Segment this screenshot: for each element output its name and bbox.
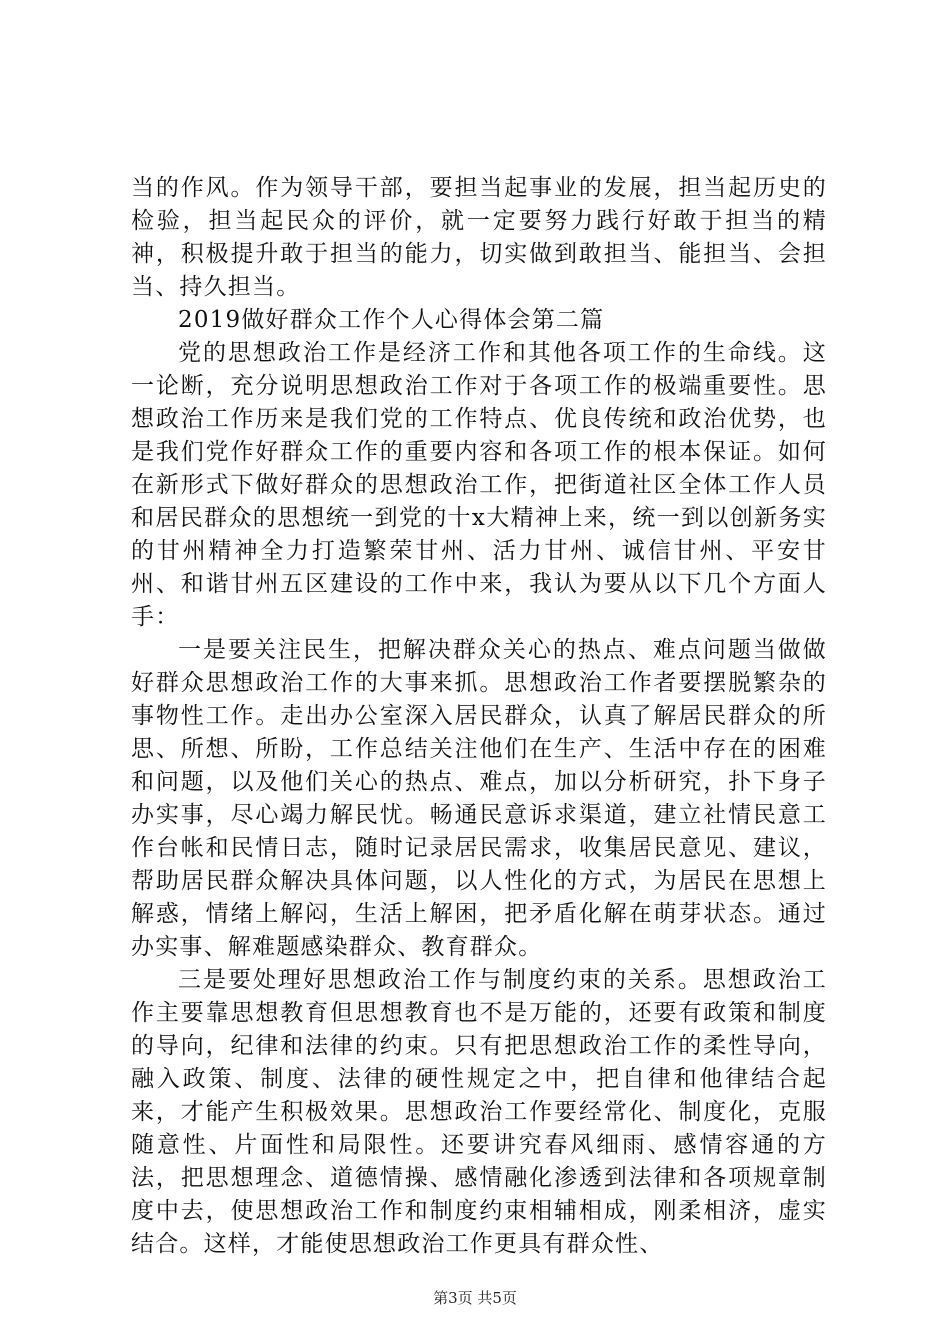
document-body: [131, 172, 827, 1261]
page-number-footer: 第3页 共5页: [433, 1289, 517, 1307]
paragraph-point-three: 三是要处理好思想政治工作与制度约束的关系。思想政治工作主要靠思想教育但思想教育也不是万能的，还要有政策和制度的导向，纪律和法律的约束。只有把思想政治工作的柔性导向，融入政策、制度、法律的硬性规定之中，把自律和他律结合起来，才能产生积极效果。思想政治工作要经常化、制度化，克服随意性、片面性和局限性。还要讲究春风细雨、感情容通的方法，把思想理念、道德情操、感情融化渗透到法律和各项规章制度中去，使思想政治工作和制度约束相辅相成，刚柔相济，虚实结合。这样，才能使思想政治工作更具有群众性、: [131, 967, 827, 1257]
paragraph-continuation: 当的作风。作为领导干部，要担当起事业的发展，担当起历史的检验，担当起民众的评价，就一定要努力践行好敢于担当的精神，积极提升敢于担当的能力，切实做到敢担当、能担当、会担当、持久担当。: [131, 175, 827, 300]
paragraph-intro: 党的思想政治工作是经济工作和其他各项工作的生命线。这一论断，充分说明思想政治工作对于各项工作的极端重要性。思想政治工作历来是我们党的工作特点、优良传统和政治优势，也是我们党作好群众工作的重要内容和各项工作的根本保证。如何在新形式下做好群众的思想政治工作，把街道社区全体工作人员和居民群众的思想统一到党的十x大精神上来，统一到以创新务实的甘州精神全力打造繁荣甘州、活力甘州、诚信甘州、平安甘州、和谐甘州五区建设的工作中来，我认为要从以下几个方面人手：: [131, 340, 827, 630]
paragraph-point-one: 一是要关注民生，把解决群众关心的热点、难点问题当做做好群众思想政治工作的大事来抓。思想政治工作者要摆脱繁杂的事物性工作。走出办公室深入居民群众，认真了解居民群众的所思、所想、所盼，工作总结关注他们在生产、生活中存在的困难和问题，以及他们关心的热点、难点，加以分析研究，扑下身子办实事，尽心竭力解民忧。畅通民意诉求渠道，建立社情民意工作台帐和民情日志，随时记录居民需求，收集居民意见、建议，帮助居民群众解决具体问题，以人性化的方式，为居民在思想上解惑，情绪上解闷，生活上解困，把矛盾化解在萌芽状态。通过办实事、解难题感染群众、教育群众。: [131, 637, 827, 960]
section-heading: 2019做好群众工作个人心得体会第二篇: [178, 307, 605, 333]
